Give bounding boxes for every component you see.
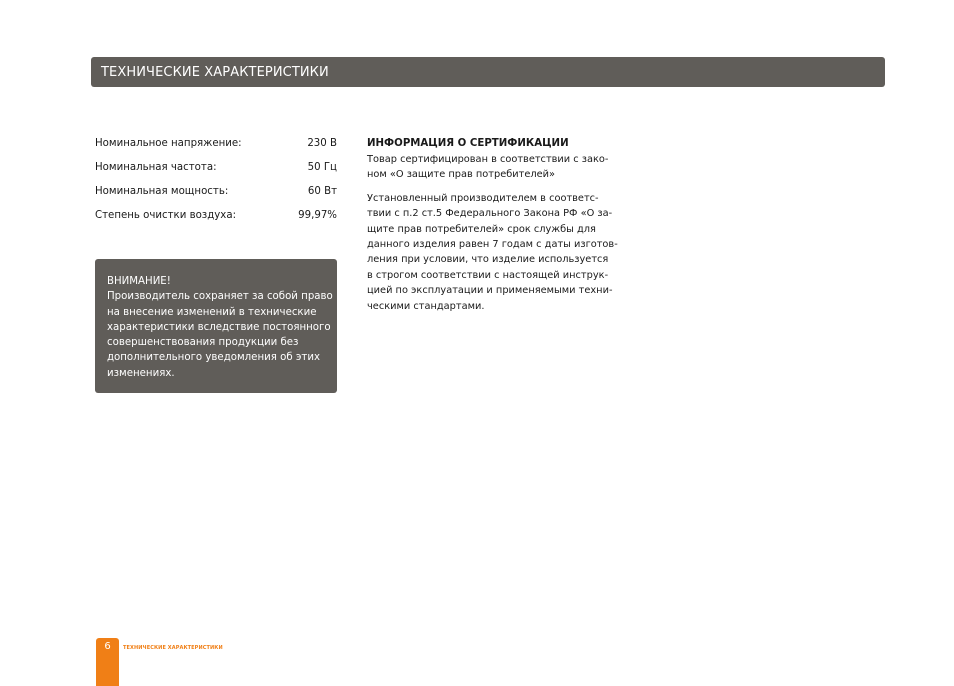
notice-text-line: на внесение изменений в технические bbox=[107, 306, 317, 318]
notice-text-line: Производитель сохраняет за собой право bbox=[107, 291, 333, 303]
certification-title: ИНФОРМАЦИЯ О СЕРТИФИКАЦИИ bbox=[367, 138, 569, 149]
spec-value: 60 Вт bbox=[307, 186, 337, 197]
spec-label: Номинальная мощность: bbox=[95, 186, 229, 197]
notice-text-line: совершенствования продукции без bbox=[107, 337, 299, 349]
cert-text-line: в строгом соответствии с настоящей инструк- bbox=[367, 269, 609, 281]
spec-row-voltage bbox=[95, 137, 337, 161]
spec-label: Степень очистки воздуха: bbox=[95, 210, 236, 221]
spec-label: Номинальная частота: bbox=[95, 162, 217, 173]
spec-row-power bbox=[95, 185, 337, 209]
cert-text-line: ческими стандартами. bbox=[367, 300, 485, 312]
certification-section bbox=[367, 137, 617, 314]
cert-text-line: ления при условии, что изделие используется bbox=[367, 254, 609, 266]
notice-heading: ВНИМАНИЕ! bbox=[107, 276, 171, 287]
notice-box bbox=[95, 259, 337, 393]
page-number: 6 bbox=[104, 641, 111, 652]
specs-table bbox=[95, 137, 337, 233]
cert-text-line: Установленный производителем в соответс- bbox=[367, 192, 599, 204]
cert-text-line: твии с п.2 ст.5 Федерального Закона РФ «О за- bbox=[367, 208, 613, 220]
spec-row-frequency bbox=[95, 161, 337, 185]
certification-paragraph-2 bbox=[367, 191, 617, 314]
spec-row-filtration bbox=[95, 209, 337, 233]
cert-text-line: данного изделия равен 7 годам с даты изготов- bbox=[367, 239, 618, 251]
spec-label: Номинальное напряжение: bbox=[95, 138, 242, 149]
spec-value: 50 Гц bbox=[307, 162, 337, 173]
cert-text-line: ном «О защите прав потребителей» bbox=[367, 169, 556, 181]
notice-text-line: характеристики вследствие постоянного bbox=[107, 321, 331, 333]
cert-text-line: Товар сертифицирован в соответствии с зако- bbox=[367, 154, 609, 165]
spec-value: 99,97% bbox=[298, 210, 337, 221]
notice-text-line: дополнительного уведомления об этих bbox=[107, 352, 321, 364]
footer-section-label: ТЕХНИЧЕСКИЕ ХАРАКТЕРИСТИКИ bbox=[123, 645, 223, 651]
section-header-bar bbox=[91, 57, 885, 87]
notice-text-line: изменениях. bbox=[107, 367, 175, 379]
section-title: ТЕХНИЧЕСКИЕ ХАРАКТЕРИСТИКИ bbox=[101, 64, 329, 80]
page-number-tab bbox=[96, 638, 119, 686]
spec-value: 230 В bbox=[307, 138, 337, 149]
certification-paragraph-1 bbox=[367, 152, 617, 183]
cert-text-line: цией по эксплуатации и применяемыми техни- bbox=[367, 285, 613, 297]
cert-text-line: щите прав потребителей» срок службы для bbox=[367, 223, 596, 235]
